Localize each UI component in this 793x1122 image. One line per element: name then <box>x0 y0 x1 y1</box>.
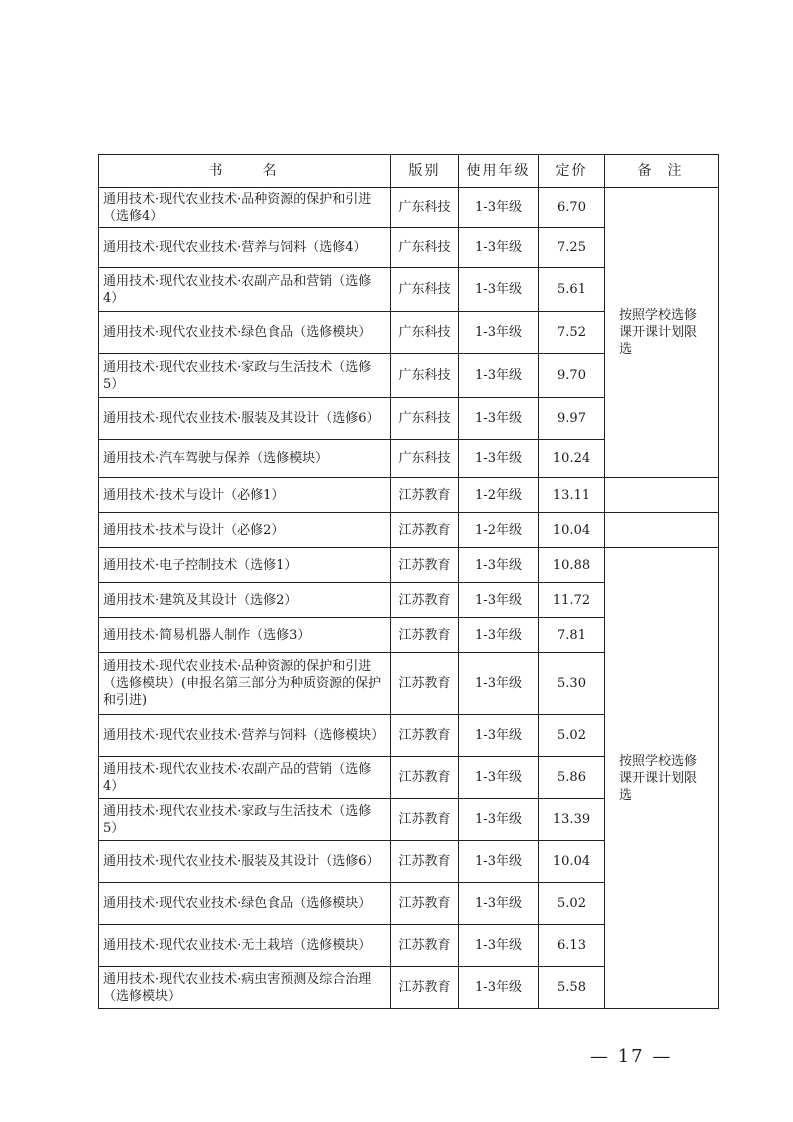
book-name: 通用技术·现代农业技术·农副产品和营销（选修4） <box>99 268 391 312</box>
price: 5.86 <box>539 757 605 799</box>
grade: 1-3年级 <box>459 548 539 583</box>
table-row <box>99 478 719 513</box>
book-name: 通用技术·现代农业技术·营养与饲料（选修4） <box>99 228 391 268</box>
grade: 1-3年级 <box>459 883 539 925</box>
grade: 1-3年级 <box>459 268 539 312</box>
header-publisher: 版别 <box>391 155 459 188</box>
publisher: 广东科技 <box>391 398 459 440</box>
publisher: 江苏教育 <box>391 548 459 583</box>
table-row <box>99 188 719 228</box>
price: 6.13 <box>539 925 605 967</box>
price: 5.02 <box>539 715 605 757</box>
page-number: — 17 — <box>590 1046 673 1067</box>
note-group-1: 按照学校选修课开课计划限选 <box>605 188 719 478</box>
grade: 1-3年级 <box>459 841 539 883</box>
grade: 1-3年级 <box>459 188 539 228</box>
book-name: 通用技术·汽车驾驶与保养（选修模块） <box>99 440 391 478</box>
book-name: 通用技术·现代农业技术·绿色食品（选修模块） <box>99 883 391 925</box>
price: 5.58 <box>539 967 605 1009</box>
grade: 1-3年级 <box>459 799 539 841</box>
publisher: 广东科技 <box>391 268 459 312</box>
grade: 1-3年级 <box>459 618 539 653</box>
grade: 1-3年级 <box>459 757 539 799</box>
header-note: 备注 <box>605 155 719 188</box>
grade: 1-3年级 <box>459 925 539 967</box>
price: 6.70 <box>539 188 605 228</box>
header-price: 定价 <box>539 155 605 188</box>
book-name: 通用技术·现代农业技术·病虫害预测及综合治理（选修模块） <box>99 967 391 1009</box>
book-name: 通用技术·电子控制技术（选修1） <box>99 548 391 583</box>
publisher: 广东科技 <box>391 312 459 354</box>
book-name: 通用技术·简易机器人制作（选修3） <box>99 618 391 653</box>
price: 7.25 <box>539 228 605 268</box>
price: 11.72 <box>539 583 605 618</box>
note-group-2: 按照学校选修课开课计划限选 <box>605 548 719 1009</box>
price: 5.30 <box>539 653 605 715</box>
publisher: 江苏教育 <box>391 583 459 618</box>
publisher: 江苏教育 <box>391 799 459 841</box>
grade: 1-3年级 <box>459 967 539 1009</box>
book-list-table-container <box>98 154 719 1009</box>
book-name: 通用技术·建筑及其设计（选修2） <box>99 583 391 618</box>
book-name: 通用技术·现代农业技术·家政与生活技术（选修5） <box>99 799 391 841</box>
book-list-table <box>98 154 719 1009</box>
price: 5.61 <box>539 268 605 312</box>
grade: 1-3年级 <box>459 312 539 354</box>
table-row <box>99 513 719 548</box>
grade: 1-3年级 <box>459 398 539 440</box>
price: 10.24 <box>539 440 605 478</box>
header-grade: 使用年级 <box>459 155 539 188</box>
price: 7.81 <box>539 618 605 653</box>
grade: 1-2年级 <box>459 513 539 548</box>
price: 10.04 <box>539 841 605 883</box>
note-empty <box>605 478 719 513</box>
price: 13.39 <box>539 799 605 841</box>
price: 7.52 <box>539 312 605 354</box>
publisher: 广东科技 <box>391 188 459 228</box>
book-name: 通用技术·现代农业技术·无土栽培（选修模块） <box>99 925 391 967</box>
book-name: 通用技术·现代农业技术·家政与生活技术（选修5） <box>99 354 391 398</box>
publisher: 江苏教育 <box>391 618 459 653</box>
grade: 1-3年级 <box>459 354 539 398</box>
table-header-row <box>99 155 719 188</box>
book-name: 通用技术·现代农业技术·绿色食品（选修模块） <box>99 312 391 354</box>
book-name: 通用技术·现代农业技术·品种资源的保护和引进（选修模块）(申报名第三部分为种质资源的保护和引进) <box>99 653 391 715</box>
publisher: 江苏教育 <box>391 653 459 715</box>
grade: 1-3年级 <box>459 653 539 715</box>
book-name: 通用技术·现代农业技术·服装及其设计（选修6） <box>99 398 391 440</box>
price: 9.70 <box>539 354 605 398</box>
grade: 1-3年级 <box>459 440 539 478</box>
publisher: 江苏教育 <box>391 478 459 513</box>
publisher: 江苏教育 <box>391 841 459 883</box>
grade: 1-3年级 <box>459 583 539 618</box>
book-name: 通用技术·现代农业技术·服装及其设计（选修6） <box>99 841 391 883</box>
publisher: 江苏教育 <box>391 883 459 925</box>
grade: 1-3年级 <box>459 715 539 757</box>
price: 5.02 <box>539 883 605 925</box>
publisher: 广东科技 <box>391 354 459 398</box>
price: 13.11 <box>539 478 605 513</box>
book-name: 通用技术·现代农业技术·品种资源的保护和引进（选修4） <box>99 188 391 228</box>
book-name: 通用技术·技术与设计（必修2） <box>99 513 391 548</box>
publisher: 江苏教育 <box>391 715 459 757</box>
grade: 1-2年级 <box>459 478 539 513</box>
note-empty <box>605 513 719 548</box>
header-book-name: 书名 <box>99 155 391 188</box>
book-name: 通用技术·现代农业技术·营养与饲料（选修模块） <box>99 715 391 757</box>
publisher: 江苏教育 <box>391 513 459 548</box>
table-row <box>99 548 719 583</box>
publisher: 江苏教育 <box>391 757 459 799</box>
price: 10.88 <box>539 548 605 583</box>
publisher: 广东科技 <box>391 228 459 268</box>
book-name: 通用技术·现代农业技术·农副产品的营销（选修4） <box>99 757 391 799</box>
grade: 1-3年级 <box>459 228 539 268</box>
price: 10.04 <box>539 513 605 548</box>
publisher: 江苏教育 <box>391 925 459 967</box>
price: 9.97 <box>539 398 605 440</box>
publisher: 广东科技 <box>391 440 459 478</box>
publisher: 江苏教育 <box>391 967 459 1009</box>
book-name: 通用技术·技术与设计（必修1） <box>99 478 391 513</box>
